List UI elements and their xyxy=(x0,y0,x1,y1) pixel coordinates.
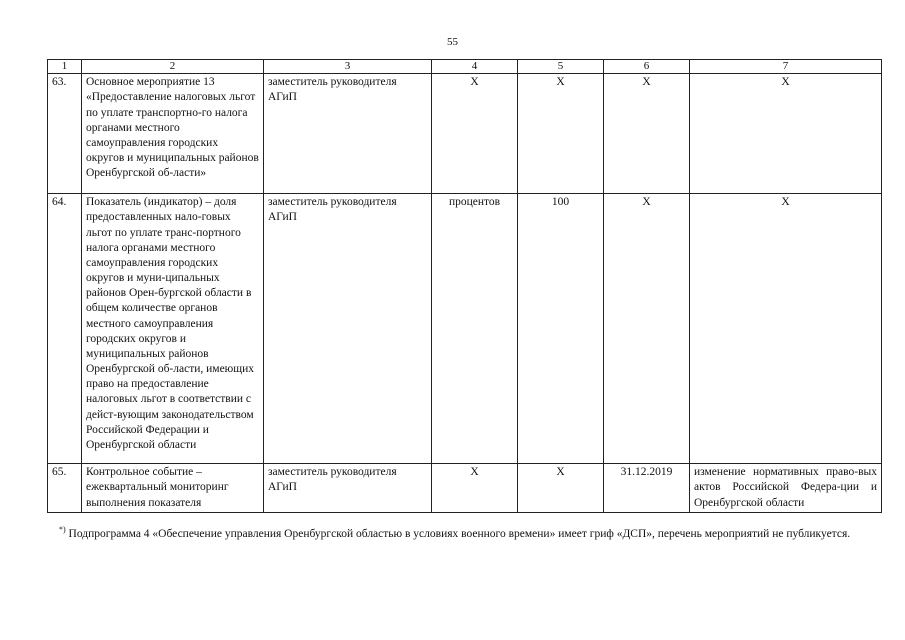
unit-cell: процентов xyxy=(432,194,518,464)
row-number: 63. xyxy=(48,74,82,194)
footnote-text: Подпрограмма 4 «Обеспечение управления Оренбургской областью в условиях военного времени» имеет гриф «ДСП», перечень мероприятий не публикуется. xyxy=(68,527,851,540)
value-cell: 100 xyxy=(518,194,604,464)
column-header: 6 xyxy=(604,60,690,74)
table-row xyxy=(48,464,882,513)
unit-cell: Х xyxy=(432,74,518,194)
column-header: 4 xyxy=(432,60,518,74)
note-cell: Х xyxy=(690,194,882,464)
column-header: 3 xyxy=(264,60,432,74)
table-header-row xyxy=(48,60,882,74)
column-header: 7 xyxy=(690,60,882,74)
table-row xyxy=(48,74,882,194)
measure-name: Основное мероприятие 13 «Предоставление налоговых льгот по уплате транспортно-го налога органами местного самоуправления городских округов и муниципальных районов Оренбургской об-ласти» xyxy=(82,74,264,194)
table-row xyxy=(48,194,882,464)
measure-name: Показатель (индикатор) – доля предоставленных нало-говых льгот по уплате транс-портного налога органами местного самоуправления городских округов и муни-ципальных районов Орен-бургской области в общем количестве органов местного самоуправления городских округов и муниципальных районов Оренбургской об-ласти, имеющих право на предоставление налоговых льгот в соответствии с дейст-вующим законодательством Российской Федерации и Оренбургской области xyxy=(82,194,264,464)
note-cell: Х xyxy=(690,74,882,194)
date-cell: 31.12.2019 xyxy=(604,464,690,513)
note-cell: изменение нормативных право-вых актов Российской Федера-ции и Оренбургской области xyxy=(690,464,882,513)
date-cell: Х xyxy=(604,74,690,194)
measures-table xyxy=(47,59,882,513)
responsible-executor: заместитель руководителя АГиП xyxy=(264,74,432,194)
column-header: 1 xyxy=(48,60,82,74)
column-header: 2 xyxy=(82,60,264,74)
unit-cell: Х xyxy=(432,464,518,513)
footnote xyxy=(47,524,857,544)
page-number: 55 xyxy=(447,36,458,48)
row-number: 65. xyxy=(48,464,82,513)
responsible-executor: заместитель руководителя АГиП xyxy=(264,194,432,464)
footnote-marker: *) xyxy=(59,525,66,534)
column-header: 5 xyxy=(518,60,604,74)
value-cell: Х xyxy=(518,464,604,513)
measure-name: Контрольное событие – ежеквартальный мониторинг выполнения показателя xyxy=(82,464,264,513)
value-cell: Х xyxy=(518,74,604,194)
date-cell: Х xyxy=(604,194,690,464)
row-number: 64. xyxy=(48,194,82,464)
responsible-executor: заместитель руководителя АГиП xyxy=(264,464,432,513)
